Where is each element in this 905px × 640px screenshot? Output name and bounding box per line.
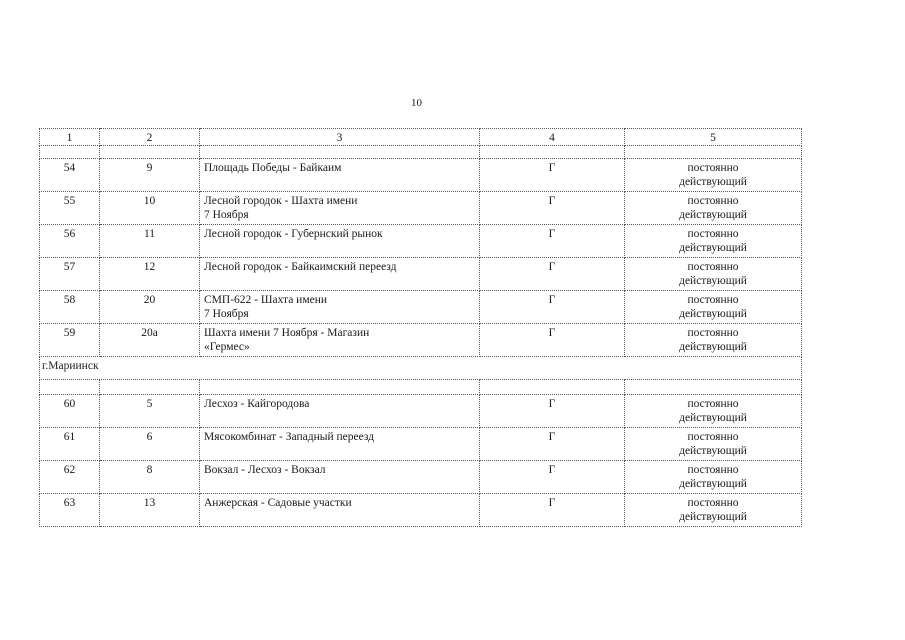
status-line1: постоянно (687, 431, 739, 443)
route-number: 20 (100, 291, 200, 324)
route-name (200, 258, 480, 291)
route-name (200, 395, 480, 428)
header-col-1: 1 (40, 129, 100, 146)
route-type: Г (480, 461, 625, 494)
route-name-line2: 7 Ноября (204, 209, 249, 221)
status-line1: постоянно (687, 497, 739, 509)
route-type: Г (480, 192, 625, 225)
status-line2: действующий (679, 176, 747, 188)
route-name-line1: СМП-622 - Шахта имени (204, 294, 328, 306)
table-row (40, 324, 802, 357)
status-line2: действующий (679, 445, 747, 457)
route-number: 10 (100, 192, 200, 225)
route-name-line1: Шахта имени 7 Ноября - Магазин (204, 327, 370, 339)
status-line1: постоянно (687, 294, 739, 306)
route-name (200, 225, 480, 258)
row-number: 56 (40, 225, 100, 258)
status-line2: действующий (679, 412, 747, 424)
route-name (200, 159, 480, 192)
route-type: Г (480, 225, 625, 258)
table-row (40, 494, 802, 527)
table-row (40, 395, 802, 428)
table-row (40, 258, 802, 291)
status-line2: действующий (679, 308, 747, 320)
route-type: Г (480, 428, 625, 461)
status-line1: постоянно (687, 162, 739, 174)
route-name-line1: Анжерская - Садовые участки (204, 497, 352, 509)
row-number: 62 (40, 461, 100, 494)
row-number: 55 (40, 192, 100, 225)
status-line2: действующий (679, 478, 747, 490)
route-number: 13 (100, 494, 200, 527)
route-status (625, 494, 802, 527)
route-name (200, 291, 480, 324)
status-line2: действующий (679, 275, 747, 287)
route-number: 11 (100, 225, 200, 258)
routes-table (39, 128, 802, 527)
route-status (625, 291, 802, 324)
header-col-3: 3 (200, 129, 480, 146)
row-number: 60 (40, 395, 100, 428)
table-row (40, 428, 802, 461)
row-number: 59 (40, 324, 100, 357)
route-name-line1: Лесной городок - Губернский рынок (204, 228, 383, 240)
route-status (625, 324, 802, 357)
route-status (625, 159, 802, 192)
route-name-line2: 7 Ноября (204, 308, 249, 320)
route-name (200, 192, 480, 225)
status-line2: действующий (679, 242, 747, 254)
table-row (40, 291, 802, 324)
section-row (40, 357, 802, 380)
header-col-5: 5 (625, 129, 802, 146)
spacer-row (40, 146, 802, 159)
status-line1: постоянно (687, 398, 739, 410)
spacer-row (40, 380, 802, 395)
route-name-line1: Мясокомбинат - Западный переезд (204, 431, 375, 443)
route-type: Г (480, 395, 625, 428)
route-name (200, 461, 480, 494)
page-number: 10 (411, 97, 422, 109)
route-type: Г (480, 324, 625, 357)
route-name-line1: Лесной городок - Шахта имени (204, 195, 358, 207)
status-line2: действующий (679, 209, 747, 221)
header-col-4: 4 (480, 129, 625, 146)
status-line2: действующий (679, 511, 747, 523)
route-number: 5 (100, 395, 200, 428)
table-row (40, 225, 802, 258)
route-type: Г (480, 159, 625, 192)
route-type: Г (480, 291, 625, 324)
route-status (625, 225, 802, 258)
table-row (40, 461, 802, 494)
row-number: 54 (40, 159, 100, 192)
route-name (200, 494, 480, 527)
table-row (40, 192, 802, 225)
route-number: 6 (100, 428, 200, 461)
route-name-line1: Лесной городок - Байкаимский переезд (204, 261, 397, 273)
route-type: Г (480, 494, 625, 527)
status-line1: постоянно (687, 464, 739, 476)
route-name-line1: Вокзал - Лесхоз - Вокзал (204, 464, 326, 476)
route-type: Г (480, 258, 625, 291)
route-status (625, 395, 802, 428)
route-name (200, 324, 480, 357)
table-row (40, 159, 802, 192)
route-name-line1: Лесхоз - Кайгородова (204, 398, 310, 410)
header-col-2: 2 (100, 129, 200, 146)
route-status (625, 428, 802, 461)
route-name-line2: «Гермес» (204, 341, 250, 353)
row-number: 57 (40, 258, 100, 291)
status-line2: действующий (679, 341, 747, 353)
row-number: 63 (40, 494, 100, 527)
status-line1: постоянно (687, 261, 739, 273)
route-name (200, 428, 480, 461)
route-number: 8 (100, 461, 200, 494)
route-status (625, 461, 802, 494)
row-number: 58 (40, 291, 100, 324)
route-name-line1: Площадь Победы - Байкаим (204, 162, 342, 174)
route-status (625, 258, 802, 291)
route-number: 12 (100, 258, 200, 291)
row-number: 61 (40, 428, 100, 461)
route-status (625, 192, 802, 225)
table-header-row (40, 129, 802, 146)
status-line1: постоянно (687, 228, 739, 240)
route-number: 20а (100, 324, 200, 357)
status-line1: постоянно (687, 195, 739, 207)
route-number: 9 (100, 159, 200, 192)
status-line1: постоянно (687, 327, 739, 339)
section-title: г.Мариинск (40, 357, 802, 380)
